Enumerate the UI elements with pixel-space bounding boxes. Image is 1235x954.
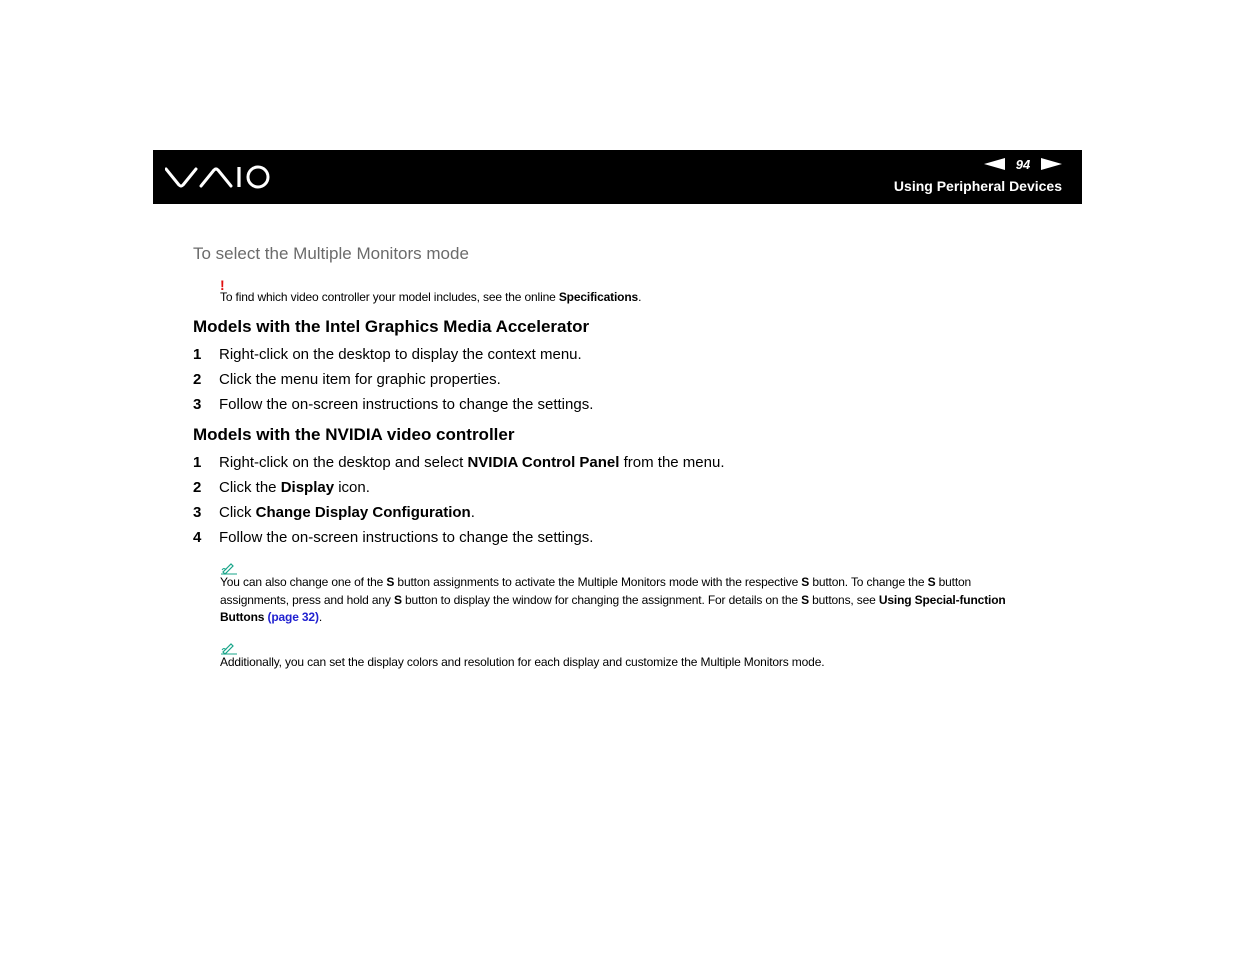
intel-step-2: 2 Click the menu item for graphic properties. xyxy=(193,371,501,388)
page-number: 94 xyxy=(1015,156,1031,172)
nvidia-step-1: 1 Right-click on the desktop and select NVIDIA Control Panel from the menu. xyxy=(193,454,725,471)
nvidia-heading: Models with the NVIDIA video controller xyxy=(193,425,515,444)
nvidia-step-3: 3 Click Change Display Configuration. xyxy=(193,504,475,521)
header-bar xyxy=(153,150,1082,204)
note-1-line-2: assignments, press and hold any S button to display the window for changing the assignment. For details on the S buttons, see Using Special-function xyxy=(220,593,1006,607)
left-arrow-icon[interactable] xyxy=(984,158,1005,170)
caution-text: To find which video controller your model includes, see the online Specifications. xyxy=(220,290,642,304)
vaio-logo xyxy=(165,163,271,191)
intel-step-1: 1 Right-click on the desktop to display the context menu. xyxy=(193,346,582,363)
note-2-text: Additionally, you can set the display colors and resolution for each display and customize the Multiple Monitors mode. xyxy=(220,655,825,669)
caution-icon: ! xyxy=(220,277,225,293)
intel-heading: Models with the Intel Graphics Media Accelerator xyxy=(193,317,590,336)
pencil-note-icon xyxy=(220,561,238,575)
pencil-note-icon xyxy=(220,641,238,655)
right-arrow-icon[interactable] xyxy=(1041,158,1062,170)
note-1-line-1: You can also change one of the S button assignments to activate the Multiple Monitors mode with the respective S button. To change the S button xyxy=(220,575,972,589)
procedure-heading: To select the Multiple Monitors mode xyxy=(193,244,469,263)
page-32-link[interactable]: (page 32) xyxy=(267,610,319,624)
section-title: Using Peripheral Devices xyxy=(893,178,1062,194)
note-1-line-3: Buttons (page 32). xyxy=(220,610,322,624)
nvidia-step-2: 2 Click the Display icon. xyxy=(193,479,370,496)
nvidia-step-4: 4 Follow the on-screen instructions to change the settings. xyxy=(193,529,594,546)
intel-step-3: 3 Follow the on-screen instructions to change the settings. xyxy=(193,396,594,413)
page-navigation xyxy=(984,156,1062,172)
